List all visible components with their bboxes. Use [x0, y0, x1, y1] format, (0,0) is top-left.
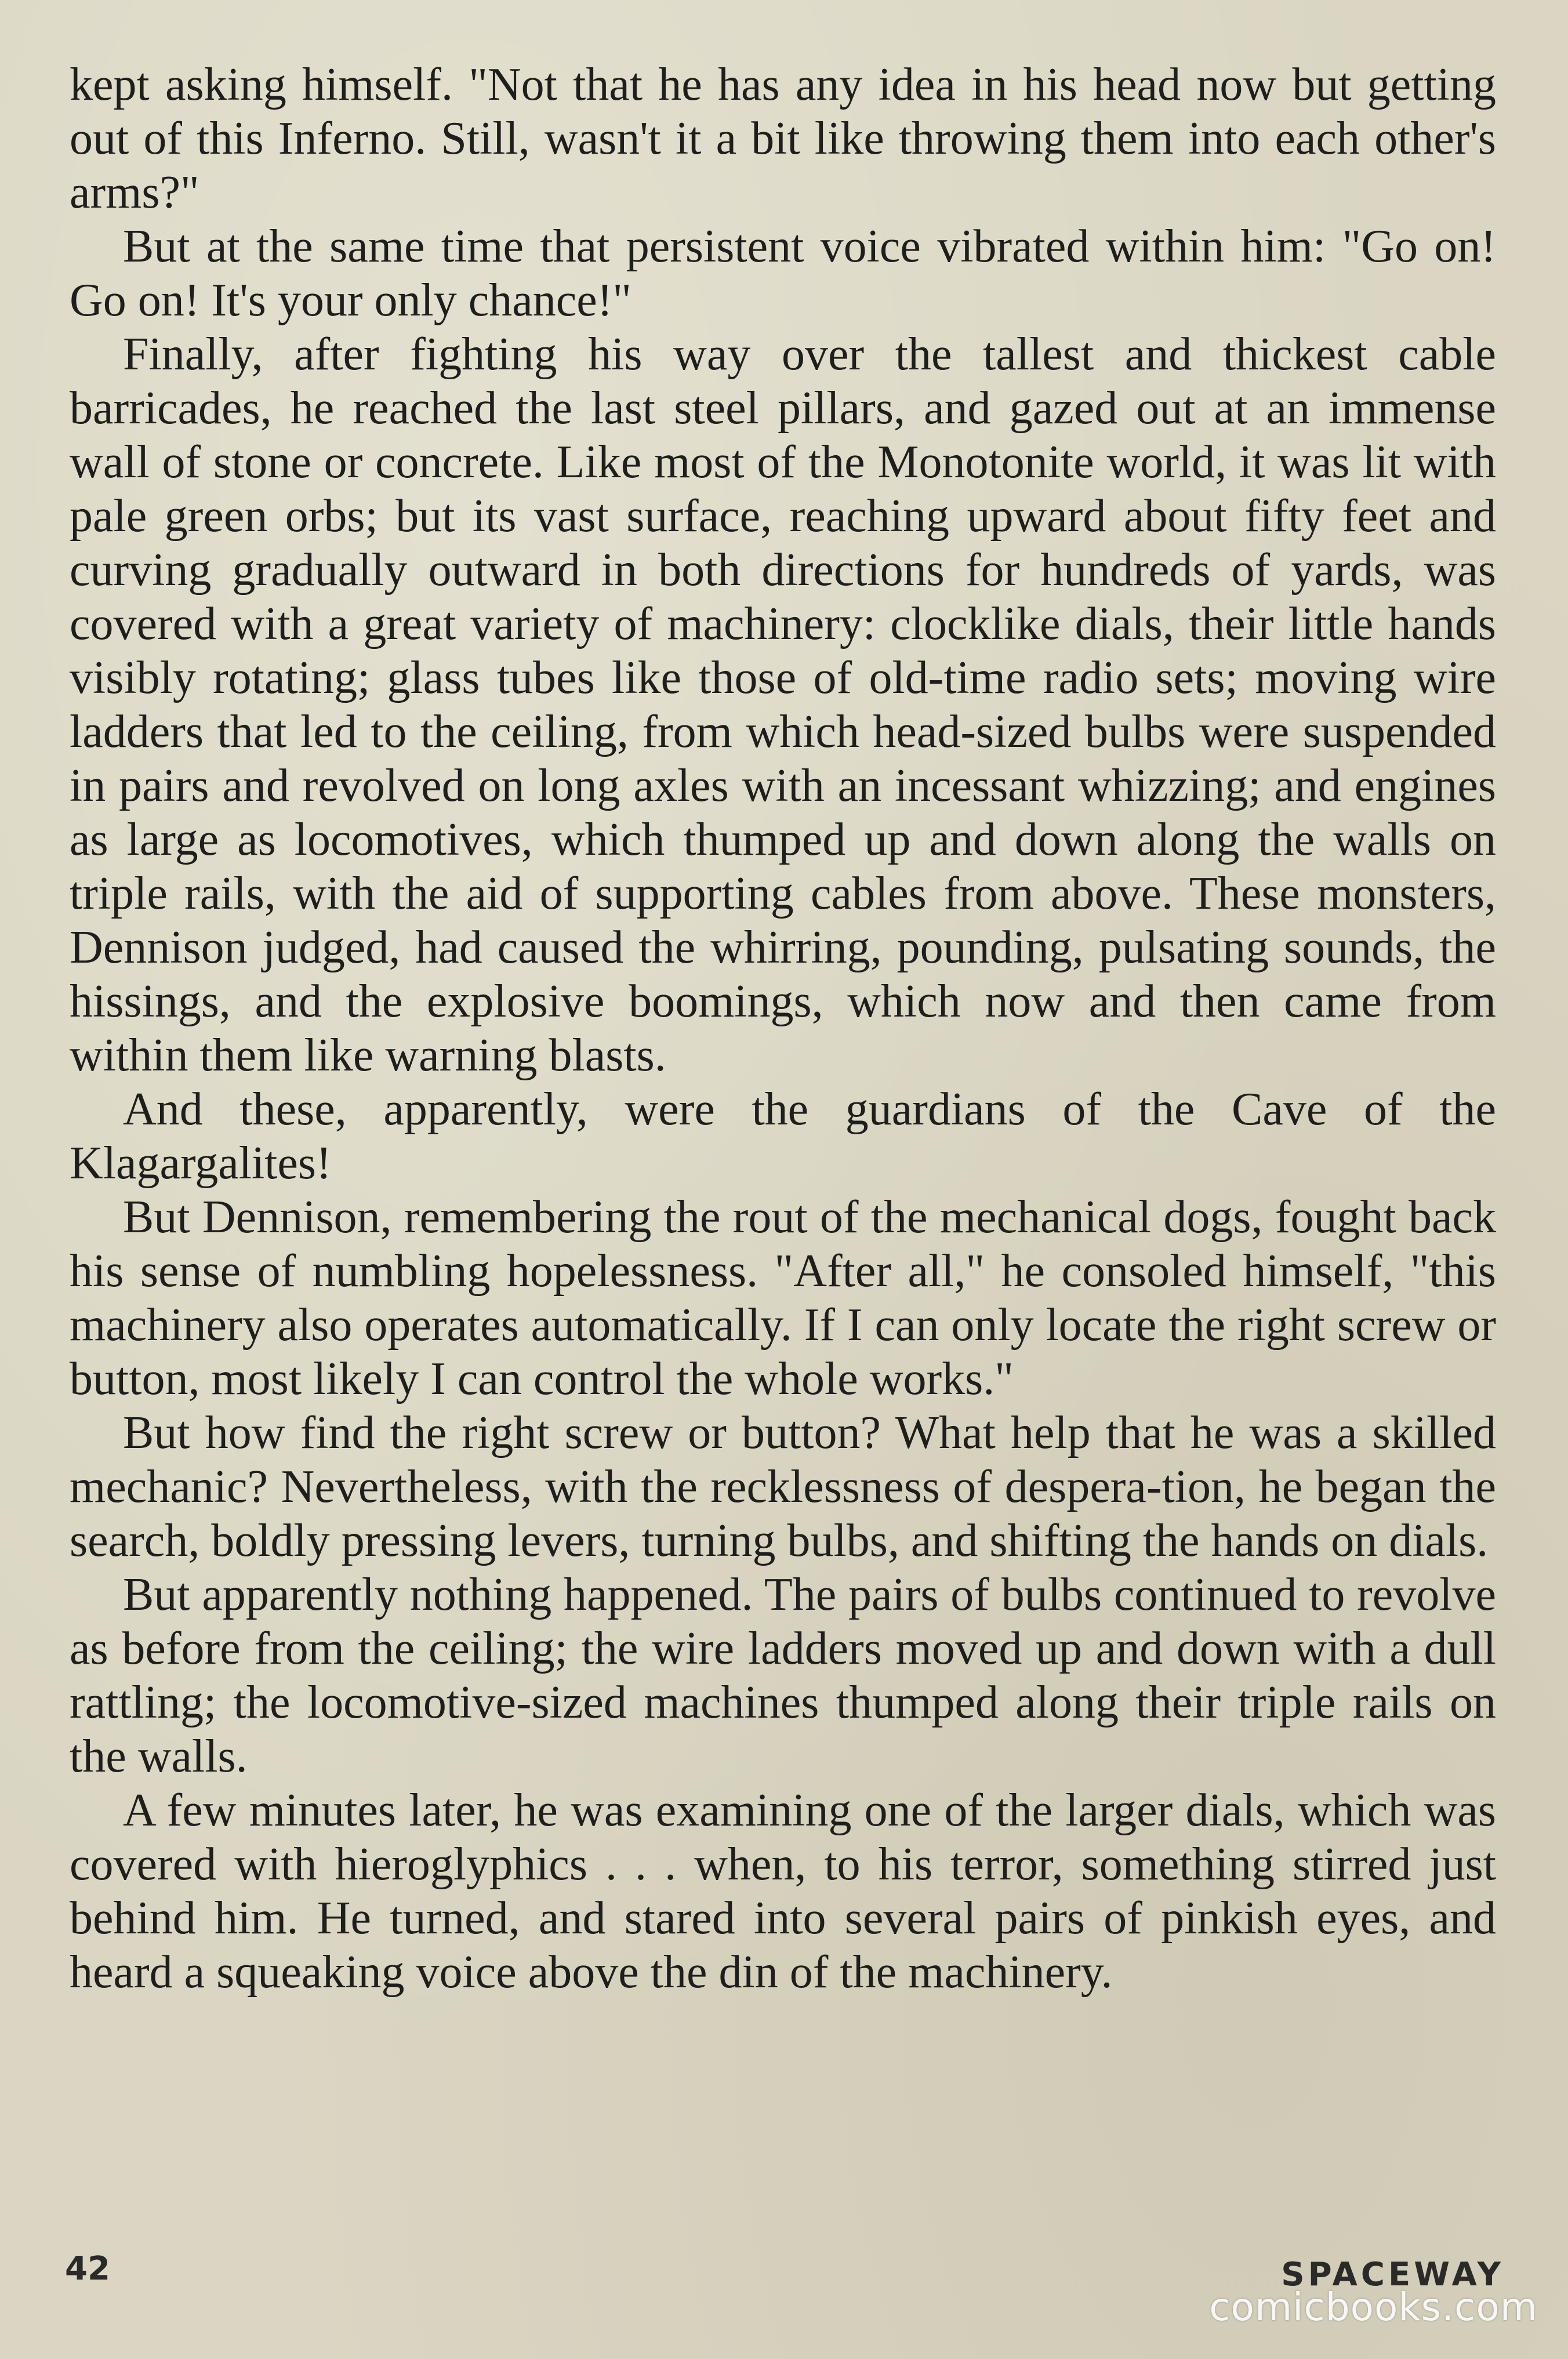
paragraph: But Dennison, remembering the rout of the mechanical dogs, fought back his sense of numbling hopelessness. "After all," he consoled himself, "this machinery also operates automatically. If I can only locate the right screw or button, most likely I can control the whole works." — [70, 1192, 1496, 1404]
paragraph: kept asking himself. "Not that he has any idea in his head now but getting out of this Inferno. Still, wasn't it a bit like throwing them into each other's arms?" — [70, 59, 1496, 218]
paragraph: Finally, after fighting his way over the tallest and thickest cable barricades, he reached the last steel pillars, and gazed out at an immense wall of stone or concrete. Like most of the Monotonite world, it was lit with pale green orbs; but its vast surface, reaching upward about fifty feet and curving gradually outward in both directions for hundreds of yards, was covered with a great variety of machinery: clocklike dials, their little hands visibly rotating; glass tubes like those of old-time radio sets; moving wire ladders that led to the ceiling, from which head-sized bulbs were suspended in pairs and revolved on long axles with an incessant whizzing; and engines as large as locomotives, which thumped up and down along the walls on triple rails, with the aid of supporting cables from above. These monsters, Dennison judged, had caused the whirring, pounding, pulsating sounds, the hissings, and the explosive boomings, which now and then came from within them like warning blasts. — [70, 329, 1496, 1081]
paragraph: And these, apparently, were the guardians of the Cave of the Klagargalites! — [70, 1084, 1496, 1189]
paragraph: But how find the right screw or button? What help that he was a skilled mechanic? Nevertheless, with the recklessness of despera-tion, he began the search, boldly pressing levers, turning bulbs, and shifting the hands on dials. — [70, 1407, 1496, 1566]
site-watermark: comicbooks.com — [1209, 2285, 1538, 2329]
page-number: 42 — [65, 2250, 110, 2288]
magazine-title: SPACEWAY — [1281, 2256, 1504, 2293]
paragraph: But at the same time that persistent voice vibrated within him: "Go on! Go on! It's your only chance!" — [70, 221, 1496, 326]
paragraph: But apparently nothing happened. The pairs of bulbs continued to revolve as before from the ceiling; the wire ladders moved up and down with a dull rattling; the locomotive-sized machines thumped along their triple rails on the walls. — [70, 1569, 1496, 1782]
story-text — [70, 58, 1496, 1999]
paragraph: A few minutes later, he was examining one of the larger dials, which was covered with hieroglyphics . . . when, to his terror, something stirred just behind him. He turned, and stared into several pairs of pinkish eyes, and heard a squeaking voice above the din of the machinery. — [70, 1785, 1496, 1998]
